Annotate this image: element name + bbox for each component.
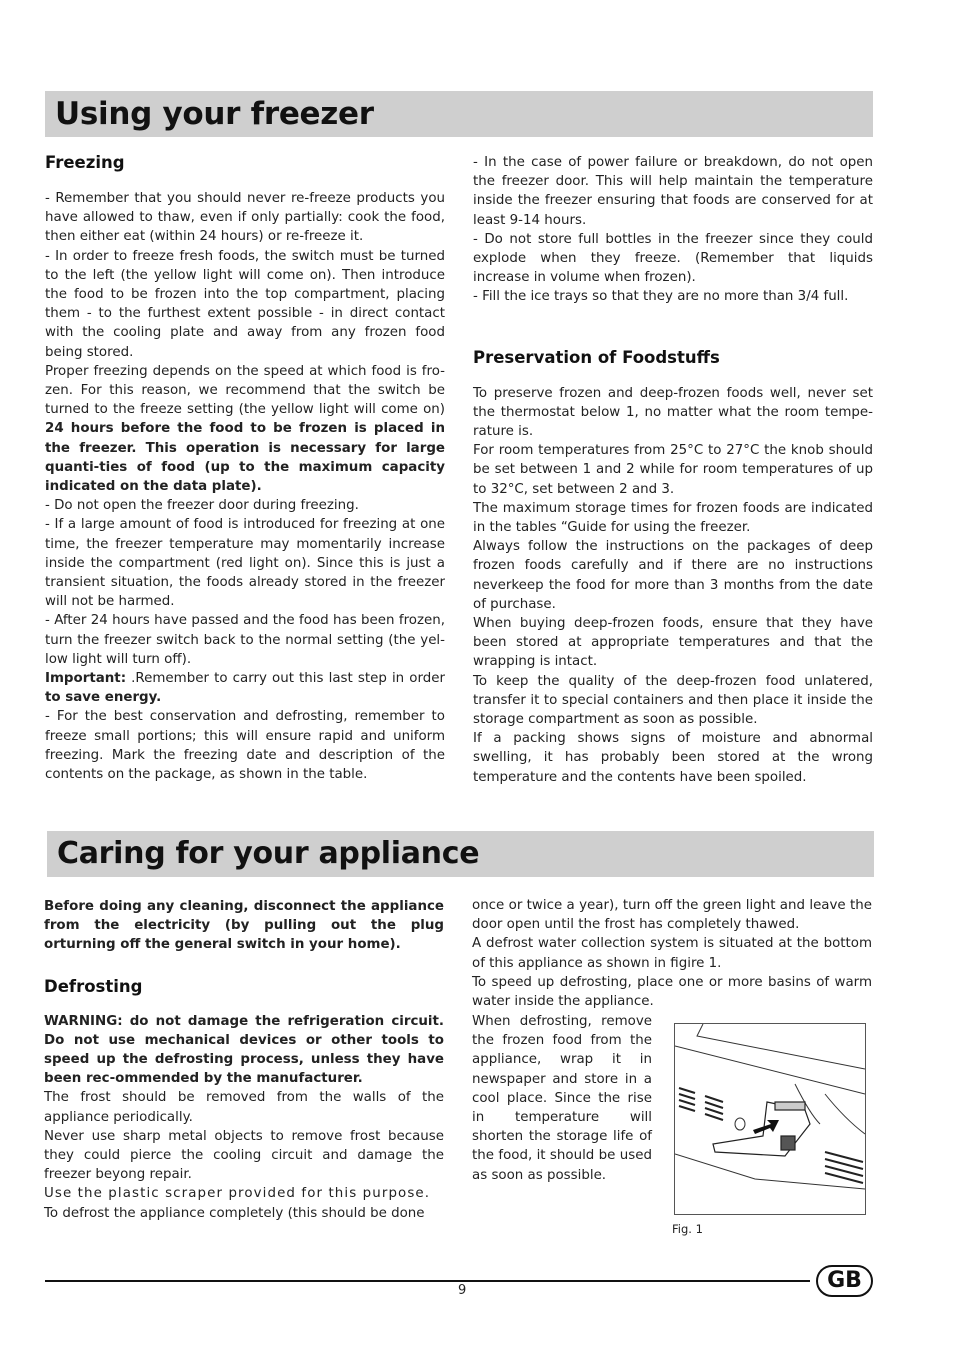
paragraph: To keep the quality of the deep-frozen food unlatered, transfer it to special containers and then place it inside the storage compartment as soon as possible.	[473, 673, 873, 728]
figure-defrost-collector	[674, 1023, 866, 1215]
figure-caption: Fig. 1	[672, 1222, 703, 1236]
paragraph: - For the best conservation and defrosting, remember to freeze small portions; this will ensure rapid and uniform freezing. Mark the freezing date and description of the contents on the package, as shown in the table.	[45, 709, 445, 783]
paragraph: once or twice a year), turn off the green light and leave the door open until the frost has completely thawed.	[472, 898, 872, 933]
section-banner-freezer	[45, 91, 873, 137]
bold-text: Important:	[45, 671, 127, 687]
defrost-wrap-text	[472, 1012, 652, 1185]
paragraph: - In order to freeze fresh foods, the switch must be turned to the left (the yellow light will come on). Then introduce the food to be frozen into the top compartment, placing them - to the furthest extent possible - in direct contact with the cooling plate and away from any frozen food being stored.	[45, 248, 445, 360]
paragraph: When buying deep-frozen foods, ensure that they have been stored at appropriate temperatures and that the wrapping is intact.	[473, 616, 873, 670]
paragraph: Never use sharp metal objects to remove frost because they could pierce the cooling circuit and damage the freezer beyong repair.	[44, 1128, 444, 1183]
text-span: Proper freezing depends on the speed at which food is fro-zen. For this reason, we recommend that the switch be turned to the freeze setting (the yellow light will come on)	[45, 363, 445, 418]
paragraph: The frost should be removed from the walls of the appliance periodically.	[44, 1090, 444, 1125]
text-span: .Remember to carry out this last step in order	[126, 671, 445, 687]
heading-preservation: Preservation of Foodstuffs	[473, 347, 720, 367]
paragraph: To speed up defrosting, place one or more basins of warm water inside the appliance.	[472, 974, 872, 1010]
paragraph	[45, 669, 445, 707]
paragraph: A defrost water collection system is situated at the bottom of this appliance as shown in figire 1.	[472, 936, 872, 971]
paragraph	[45, 362, 445, 496]
paragraph: Use the plastic scraper provided for this purpose.	[44, 1186, 431, 1202]
paragraph: - If a large amount of food is introduced for freezing at one time, the freezer temperature may momentarily increase inside the compartment (red light on). Since this is just a transient situation, the foods already stored in the freezer will not be harmed.	[45, 517, 445, 610]
section-title-caring: Caring for your appliance	[57, 836, 480, 871]
paragraph: To defrost the appliance completely (this should be done	[44, 1205, 425, 1221]
paragraph: - Do not store full bottles in the freezer since they could explode when they freeze. (Remember that liquids increase in volume when frozen).	[473, 231, 873, 286]
paragraph: The maximum storage times for frozen foods are indicated in the tables “Guide for using the freezer.	[473, 500, 873, 536]
defrost-warning: WARNING: do not damage the refrigeration circuit. Do not use mechanical devices or other tools to speed up the defrosting process, unless they have been rec-ommended by the manufacturer.	[44, 1013, 444, 1087]
section-title-freezer: Using your freezer	[55, 96, 374, 132]
section-banner-caring	[47, 831, 874, 877]
paragraph: If a packing shows signs of moisture and abnormal swelling, it has probably been stored at the wrong temperature and the contents have been spoiled.	[473, 731, 873, 785]
language-badge: GB	[816, 1265, 873, 1297]
heading-defrosting: Defrosting	[44, 976, 143, 996]
freezing-column	[45, 153, 445, 784]
paragraph: When defrosting, remove the frozen food from the appliance, wrap it in newspaper and store in a cool place. Since the rise in temperature will shorten the storage life of the food, it should be used as soon as possible.	[472, 1014, 652, 1183]
paragraph: - After 24 hours have passed and the food has been frozen, turn the freezer switch back to the normal setting (the yel-low light will turn off).	[45, 613, 445, 667]
caring-right-column	[472, 896, 872, 1011]
footer-rule	[45, 1280, 810, 1282]
paragraph: - In the case of power failure or breakdown, do not open the freezer door. This will help maintain the temperature inside the freezer ensuring that foods are conserved for at least 9-14 hours.	[473, 155, 873, 228]
intro-warning: Before doing any cleaning, disconnect the appliance from the electricity (by pulling out the plug orturning off the general switch in your home).	[44, 899, 444, 953]
paragraph: - Do not open the freezer door during freezing.	[45, 498, 359, 514]
paragraph: To preserve frozen and deep-frozen foods well, never set the thermostat below 1, no matter what the room tempe-rature is.	[473, 385, 873, 440]
paragraph: - Fill the ice trays so that they are no more than 3/4 full.	[473, 289, 849, 305]
caring-left-column	[44, 897, 444, 1223]
defrost-illustration	[675, 1024, 865, 1214]
freezer-right-column	[473, 153, 873, 787]
paragraph: - Remember that you should never re-freeze products you have allowed to thaw, even if only partially: cook the food, then either eat (within 24 hours) or re-freeze it.	[45, 191, 445, 245]
paragraph: For room temperatures from 25°C to 27°C the knob should be set between 1 and 2 while for room temperatures of up to 32°C, set between 2 and 3.	[473, 443, 873, 497]
bold-text: to save energy.	[45, 690, 162, 706]
paragraph: Always follow the instructions on the packages of deep frozen foods carefully and if there are no instructions neverkeep the food for more than 3 months from the date of purchase.	[473, 539, 873, 612]
page-number: 9	[458, 1283, 467, 1298]
heading-freezing: Freezing	[45, 153, 125, 172]
bold-text: 24 hours before the food to be frozen is placed in the freezer. This operation is necessary for large quanti-ties of food (up to the maximum capacity indicated on the data plate).	[45, 421, 445, 495]
